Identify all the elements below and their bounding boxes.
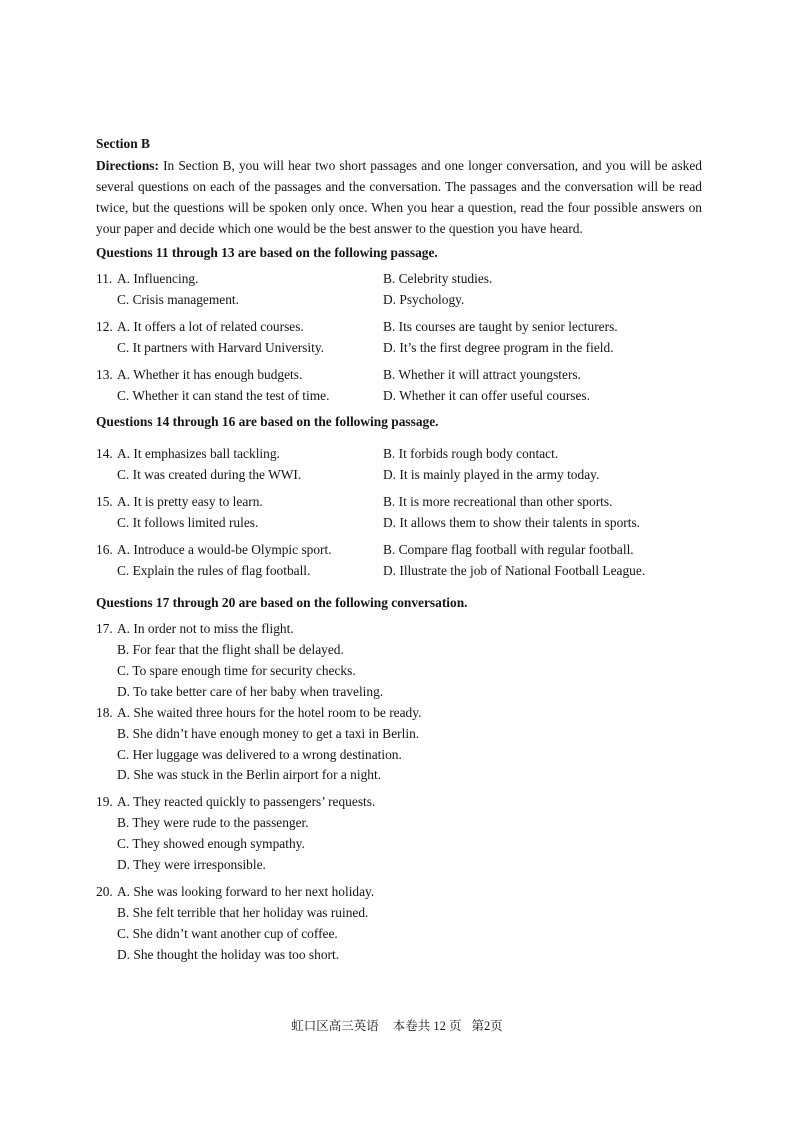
page-footer [0, 1016, 794, 1034]
option-c: C. It follows limited rules. [117, 515, 259, 530]
footer-total-pages: 本卷共 12 页 [392, 1019, 462, 1033]
option-d: D. Whether it can offer useful courses. [383, 388, 590, 403]
option-c: C. Explain the rules of flag football. [117, 563, 311, 578]
option-d: D. She thought the holiday was too short. [117, 947, 340, 962]
option-a: A. She was looking forward to her next holiday. [117, 884, 375, 899]
directions-label: Directions: [96, 158, 159, 173]
option-b: B. Celebrity studies. [383, 271, 493, 286]
option-a: A. Influencing. [117, 271, 199, 286]
option-a: A. In order not to miss the flight. [117, 621, 294, 636]
group-heading: Questions 14 through 16 are based on the following passage. [96, 414, 439, 429]
option-d: D. It allows them to show their talents in sports. [383, 515, 640, 530]
option-b: B. It forbids rough body contact. [383, 446, 559, 461]
option-b: B. They were rude to the passenger. [117, 815, 309, 830]
option-a: A. They reacted quickly to passengers’ requests. [117, 794, 376, 809]
question-number: 11. [96, 271, 113, 286]
option-c: C. It partners with Harvard University. [117, 340, 325, 355]
question-number: 13. [96, 367, 113, 382]
option-d: D. It is mainly played in the army today. [383, 467, 600, 482]
option-a: A. It offers a lot of related courses. [117, 319, 304, 334]
question-number: 14. [96, 446, 113, 461]
option-b: B. For fear that the flight shall be delayed. [117, 642, 344, 657]
option-b: B. It is more recreational than other sports. [383, 494, 613, 509]
option-d: D. They were irresponsible. [117, 857, 266, 872]
option-c: C. They showed enough sympathy. [117, 836, 305, 851]
option-a: A. Introduce a would-be Olympic sport. [117, 542, 332, 557]
option-c: C. Her luggage was delivered to a wrong destination. [117, 747, 402, 762]
option-b: B. Its courses are taught by senior lecturers. [383, 319, 618, 334]
section-title: Section B [96, 136, 150, 151]
directions-text: In Section B, you will hear two short passages and one longer conversation, and you will be asked several questions on each of the passages and the conversation. The passages and the conversation will be read twice, but the questions will be spoken only once. When you hear a question, read the four possible answers on your paper and decide which one would be the best answer to the question you have heard. [96, 158, 702, 236]
option-a: A. It is pretty easy to learn. [117, 494, 263, 509]
option-a: A. She waited three hours for the hotel room to be ready. [117, 705, 422, 720]
question-number: 17. [96, 621, 113, 636]
footer-source: 虹口区高三英语 [291, 1019, 379, 1033]
option-b: B. She didn’t have enough money to get a taxi in Berlin. [117, 726, 420, 741]
question-number: 18. [96, 705, 113, 720]
option-a: A. It emphasizes ball tackling. [117, 446, 280, 461]
option-c: C. Crisis management. [117, 292, 239, 307]
option-d: D. It’s the first degree program in the field. [383, 340, 614, 355]
directions [96, 155, 702, 239]
question-number: 19. [96, 794, 113, 809]
option-b: B. Compare flag football with regular football. [383, 542, 634, 557]
option-c: C. She didn’t want another cup of coffee. [117, 926, 338, 941]
question-number: 20. [96, 884, 113, 899]
option-d: D. To take better care of her baby when traveling. [117, 684, 384, 699]
footer-page-number: 第2页 [471, 1019, 503, 1033]
option-b: B. She felt terrible that her holiday was ruined. [117, 905, 369, 920]
option-b: B. Whether it will attract youngsters. [383, 367, 581, 382]
option-d: D. She was stuck in the Berlin airport for a night. [117, 767, 382, 782]
option-d: D. Illustrate the job of National Football League. [383, 563, 646, 578]
question-number: 15. [96, 494, 113, 509]
option-a: A. Whether it has enough budgets. [117, 367, 303, 382]
option-c: C. Whether it can stand the test of time. [117, 388, 330, 403]
option-c: C. To spare enough time for security checks. [117, 663, 356, 678]
question-number: 12. [96, 319, 113, 334]
question-number: 16. [96, 542, 113, 557]
option-d: D. Psychology. [383, 292, 465, 307]
option-c: C. It was created during the WWI. [117, 467, 302, 482]
group-heading: Questions 17 through 20 are based on the following conversation. [96, 595, 468, 610]
group-heading: Questions 11 through 13 are based on the following passage. [96, 245, 438, 260]
